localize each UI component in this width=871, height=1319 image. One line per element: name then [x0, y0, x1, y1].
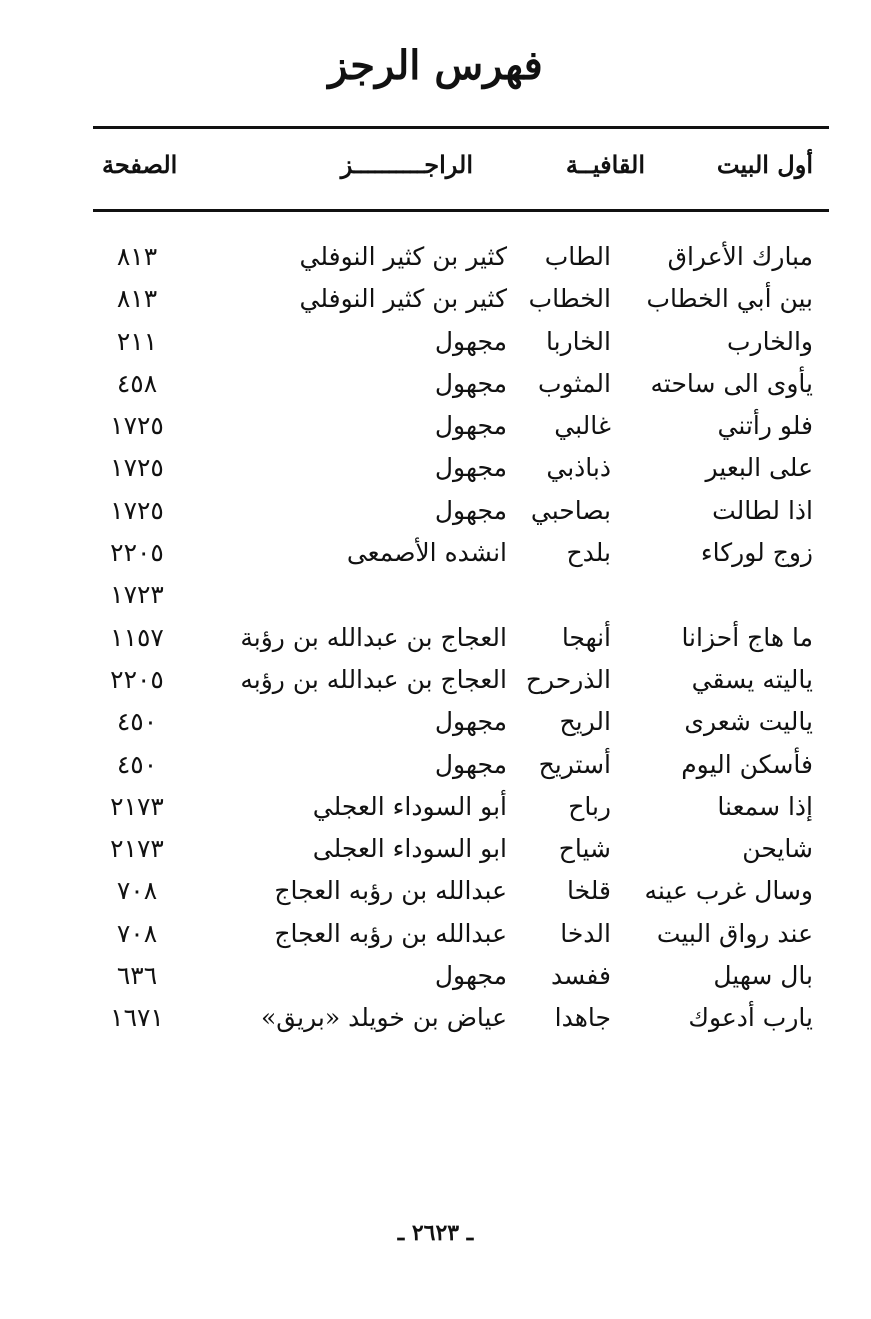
header-first-verse: أول البيت — [716, 150, 813, 179]
rhyme-cell: بصاحبي — [530, 495, 611, 525]
header-page: الصفحة — [102, 150, 178, 179]
rhyme-cell: جاهدا — [554, 1003, 611, 1033]
first-verse-cell: ياليته يسقي — [691, 664, 813, 694]
page-number-cell: ١٦٧١ — [110, 1003, 164, 1033]
first-verse-cell: ياليت شعرى — [684, 707, 813, 737]
rhyme-cell: أنهجا — [561, 622, 611, 652]
first-verse-cell: عند رواق البيت — [656, 918, 813, 948]
table-row — [0, 532, 871, 574]
page-number-cell: ٨١٣ — [116, 284, 158, 314]
rhyme-cell: شياح — [558, 834, 611, 864]
page-number-cell: ١٧٢٥ — [110, 411, 164, 441]
table-row — [0, 913, 871, 955]
poet-cell: العجاج بن عبدالله بن رؤبة — [240, 622, 507, 652]
table-row — [0, 744, 871, 786]
rhyme-cell: أستريح — [538, 749, 611, 779]
first-verse-cell: زوج لوركاء — [700, 538, 813, 568]
rhyme-cell: الطاب — [544, 242, 611, 271]
table-row — [0, 786, 871, 828]
first-verse-cell: اذا لطالت — [712, 495, 813, 525]
page-number-cell: ٢٢٠٥ — [110, 664, 164, 694]
page-number-cell: ٢٢٠٥ — [110, 538, 164, 568]
poet-cell: مجهول — [434, 326, 507, 356]
table-row — [0, 278, 871, 320]
poet-cell: مجهول — [434, 961, 507, 991]
first-verse-cell: شايحن — [742, 834, 813, 864]
page-number-cell: ١٧٢٥ — [110, 495, 164, 525]
rhyme-cell: رباح — [568, 791, 611, 821]
table-row — [0, 447, 871, 489]
header-poet: الراجــــــــــز — [340, 150, 473, 179]
rhyme-cell: قلخا — [567, 876, 611, 906]
poet-cell: العجاج بن عبدالله بن رؤبه — [240, 664, 507, 694]
first-verse-cell: يأوى الى ساحته — [650, 368, 813, 398]
rhyme-cell: الخاربا — [546, 326, 611, 356]
poet-cell: مجهول — [434, 495, 507, 525]
first-verse-cell: بين أبي الخطاب — [646, 284, 813, 314]
first-verse-cell: وسال غرب عينه — [644, 876, 813, 906]
table-row — [0, 955, 871, 997]
table-row — [0, 997, 871, 1039]
page-number-cell: ١١٥٧ — [110, 622, 164, 652]
page-title: فهرس الرجز — [328, 42, 543, 89]
page-number-cell: ٢١٧٣ — [110, 834, 164, 864]
table-row — [0, 701, 871, 743]
poet-cell: كثير بن كثير النوفلي — [299, 284, 507, 314]
poet-cell: أبو السوداء العجلي — [312, 791, 507, 821]
header-rhyme: القافيــة — [565, 150, 645, 179]
page-number-cell: ٤٥٠ — [116, 707, 158, 737]
page-number-cell: ٢١١ — [116, 326, 158, 356]
table-row — [0, 870, 871, 912]
first-verse-cell: إذا سمعنا — [717, 791, 813, 821]
table-row — [0, 321, 871, 363]
table-row — [0, 574, 871, 616]
rhyme-cell: المثوب — [537, 368, 611, 398]
rhyme-cell: بلدح — [566, 538, 611, 568]
first-verse-cell: ما هاج أحزانا — [681, 622, 813, 652]
rhyme-cell: الدخا — [560, 918, 611, 948]
poet-cell: مجهول — [434, 411, 507, 441]
rhyme-cell: ففسد — [550, 961, 611, 991]
table-row — [0, 659, 871, 701]
poet-cell: عبدالله بن رؤبه العجاج — [274, 918, 507, 948]
table-row — [0, 405, 871, 447]
first-verse-cell: يارب أدعوك — [688, 1003, 813, 1033]
first-verse-cell: على البعير — [705, 453, 813, 483]
first-verse-cell: بال سهيل — [713, 961, 813, 991]
table-row — [0, 490, 871, 532]
page-number-cell: ٢١٧٣ — [110, 791, 164, 821]
table-row — [0, 363, 871, 405]
index-table — [0, 236, 871, 1040]
first-verse-cell: والخارب — [727, 326, 813, 356]
poet-cell: ابو السوداء العجلى — [312, 834, 507, 864]
header-bottom-rule — [93, 209, 829, 212]
rhyme-cell: غالبي — [554, 411, 611, 441]
poet-cell: مجهول — [434, 368, 507, 398]
table-row — [0, 828, 871, 870]
poet-cell: كثير بن كثير النوفلي — [299, 242, 507, 271]
page-footer-number: ـ ٢٦٢٣ ـ — [397, 1220, 474, 1246]
first-verse-cell: فأسكن اليوم — [681, 749, 813, 779]
poet-cell: عياض بن خويلد «بريق» — [260, 1003, 507, 1033]
page-number-cell: ٤٥٨ — [116, 368, 158, 398]
first-verse-cell: فلو رأتني — [717, 411, 813, 441]
poet-cell: مجهول — [434, 749, 507, 779]
page-number-cell: ٨١٣ — [116, 242, 158, 271]
poet-cell: مجهول — [434, 453, 507, 483]
page-number-cell: ٦٣٦ — [116, 961, 158, 991]
page-number-cell: ١٧٢٥ — [110, 453, 164, 483]
first-verse-cell: مبارك الأعراق — [667, 242, 813, 271]
header-top-rule — [93, 126, 829, 129]
page-number-cell: ٧٠٨ — [116, 918, 158, 948]
poet-cell: انشده الأصمعى — [346, 538, 507, 568]
poet-cell: مجهول — [434, 707, 507, 737]
rhyme-cell: الريح — [559, 707, 611, 737]
poet-cell: عبدالله بن رؤبه العجاج — [274, 876, 507, 906]
page-number-cell: ٤٥٠ — [116, 749, 158, 779]
rhyme-cell: الذرحرح — [525, 664, 611, 694]
table-row — [0, 617, 871, 659]
page-number-cell: ١٧٢٣ — [110, 580, 164, 610]
table-row — [0, 236, 871, 278]
rhyme-cell: ذباذبي — [546, 453, 611, 483]
rhyme-cell: الخطاب — [528, 284, 611, 314]
page-number-cell: ٧٠٨ — [116, 876, 158, 906]
